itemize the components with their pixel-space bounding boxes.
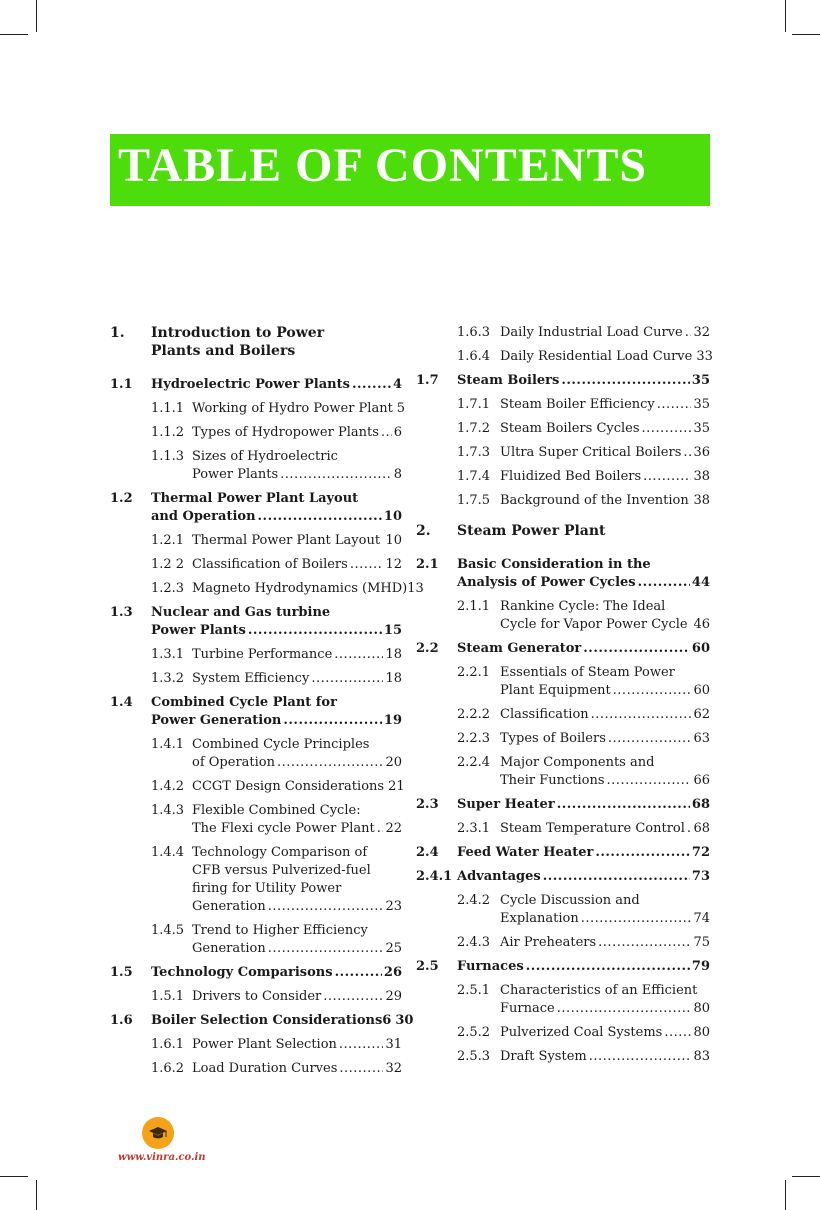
toc-entry-page: 33 [696,349,713,364]
dot-leader [381,426,392,439]
toc-entry-page: 21 [388,779,405,794]
dot-leader [334,648,383,661]
toc-entry[interactable] [110,532,402,550]
toc-entry-title: Fluidized Bed Boilers [500,469,642,484]
toc-entry-number: 1.3.2 [151,671,185,686]
toc-entry[interactable] [110,778,405,796]
toc-entry[interactable] [416,640,710,658]
toc-entry[interactable] [110,376,402,394]
dot-leader [642,422,692,435]
dot-leader [607,774,692,787]
toc-entry-number: 1.5 [110,965,133,980]
toc-entry-title: Background of the Invention [500,493,689,508]
toc-entry-number: 1.4 [110,695,133,710]
toc-entry-title: Explanation [500,911,579,926]
toc-entry-number: 2.5.3 [457,1049,491,1064]
website-url: www.vinra.co.in [118,1152,206,1163]
toc-entry[interactable] [416,372,710,390]
toc-entry-title: Load Duration Curves [192,1061,338,1076]
toc-entry-number: 2.4.1 [416,869,453,884]
crop-mark-bottom-right-v [785,1180,786,1210]
toc-entry-number: 1.1.2 [151,425,185,440]
dot-leader [657,398,692,411]
dot-leader [339,1062,383,1075]
crop-mark-bottom-right-h [792,1176,820,1177]
toc-entry-title: Draft System [500,1049,587,1064]
toc-entry-title: Steam Temperature Control [500,821,685,836]
toc-entry-page: 30 [395,1013,414,1028]
crop-mark-bottom-left-h [0,1176,28,1177]
dot-leader [335,966,382,979]
toc-entry-number: 1.7.1 [457,397,491,412]
toc-entry[interactable] [110,424,402,442]
toc-entry-title: Advantages [457,869,541,884]
toc-entry-title: Their Functions [500,773,605,788]
dot-leader [595,846,690,859]
toc-entry-page: 19 [383,713,402,728]
crop-mark-top-right-h [792,34,820,35]
toc-entry-page: 25 [385,941,402,956]
toc-entry-page: 32 [693,325,710,340]
toc-entry-page: 6 [393,425,402,440]
dot-leader [311,672,383,685]
toc-entry-title: Combined Cycle Plant for [151,695,337,710]
toc-entry-title: Cycle for Vapor Power Cycle [500,617,688,632]
toc-entry-title: Combined Cycle Principles [192,737,370,752]
toc-entry-number: 2.5.2 [457,1025,491,1040]
toc-entry-page: 15 [383,623,402,638]
toc-entry[interactable] [416,730,710,748]
toc-entry[interactable] [416,468,710,486]
toc-entry-number: 1.4.4 [151,845,185,860]
dot-leader [323,990,383,1003]
toc-entry-title: Thermal Power Plant Layout [192,533,381,548]
toc-entry-number: 2.2.1 [457,665,491,680]
toc-entry[interactable] [110,604,402,640]
toc-entry[interactable] [416,664,710,700]
toc-entry-page: 32 [385,1061,402,1076]
toc-entry-number: 2.5.1 [457,983,491,998]
toc-entry-title: Generation [192,899,266,914]
toc-entry[interactable] [416,556,710,592]
toc-entry-title: CCGT Design Considerations [192,779,385,794]
toc-entry-number: 1.7.3 [457,445,491,460]
toc-entry[interactable] [416,754,710,790]
crop-mark-top-left-h [0,34,28,35]
toc-entry-page: 66 [693,773,710,788]
toc-entry-number: 2.3 [416,797,439,812]
toc-entry-number: 1.4.3 [151,803,185,818]
toc-entry-page: 35 [693,421,710,436]
toc-entry-page: 44 [691,575,710,590]
toc-entry[interactable] [416,706,710,724]
toc-entry-page: 35 [693,397,710,412]
toc-entry-title: Feed Water Heater [457,845,594,860]
toc-entry-title: Classification of Boilers [192,557,348,572]
toc-entry-title: firing for Utility Power [192,881,342,896]
toc-entry-number: 1.1.3 [151,449,185,464]
toc-entry-number: 1.2 2 [151,557,185,572]
toc-entry-page: 26 [383,965,402,980]
toc-entry-title: Power Plant Selection [192,1037,337,1052]
toc-entry-page: 4 [392,377,402,392]
toc-left-column [110,324,424,1084]
toc-entry-number: 1.6 [110,1013,133,1028]
toc-entry-number: 1.2.3 [151,581,185,596]
toc-entry-title: Steam Boilers [457,373,560,388]
toc-entry-title: Turbine Performance [192,647,333,662]
toc-entry-number: 1.3 [110,605,133,620]
toc-entry-number: 1.3.1 [151,647,185,662]
toc-entry-title: Types of Boilers [500,731,606,746]
toc-entry-number: 1.6.2 [151,1061,185,1076]
dot-leader [283,714,382,727]
toc-entry-number: 2.1 [416,557,439,572]
toc-entry-number: 2.4.3 [457,935,491,950]
toc-entry-page: 83 [693,1049,710,1064]
toc-entry-title: Nuclear and Gas turbine [151,605,331,620]
toc-entry-number: 1.4.2 [151,779,185,794]
toc-entry-page: 46 [693,617,710,632]
toc-entry[interactable] [110,844,402,916]
toc-entry[interactable] [416,892,710,928]
dot-leader [643,470,691,483]
toc-entry-page: 80 [693,1025,710,1040]
toc-entry-title: Pulverized Coal Systems [500,1025,663,1040]
toc-entry[interactable] [110,556,402,574]
toc-entry-title: Rankine Cycle: The Ideal [500,599,666,614]
toc-entry-page: 79 [691,959,710,974]
toc-entry[interactable] [416,420,710,438]
toc-entry[interactable] [416,1024,710,1042]
toc-entry-page: 12 [385,557,402,572]
dot-leader [339,1038,384,1051]
toc-entry-number: 1.4.1 [151,737,185,752]
dot-leader [248,624,382,637]
toc-entry-title: Air Preheaters [500,935,597,950]
toc-entry-title: of Operation [192,755,275,770]
toc-entry[interactable] [416,868,710,886]
dot-leader [526,960,690,973]
toc-entry[interactable] [110,490,402,526]
toc-entry[interactable] [416,796,710,814]
toc-entry[interactable] [110,1012,414,1030]
toc-entry-page: 20 [385,755,402,770]
dot-leader [598,936,691,949]
dot-leader [352,378,391,391]
toc-entry-title: Power Plants [151,623,246,638]
toc-entry-title: Essentials of Steam Power [500,665,675,680]
dot-leader [608,732,692,745]
toc-entry-page: 35 [691,373,710,388]
toc-entry-title: System Efficiency [192,671,310,686]
toc-entry-page: 74 [693,911,710,926]
toc-entry-title: Boiler Selection Considerations6 [151,1013,392,1028]
toc-entry-page: 18 [385,671,402,686]
toc-entry-number: 2.3.1 [457,821,491,836]
toc-entry-title: Ultra Super Critical Boilers [500,445,682,460]
toc-entry[interactable] [416,598,710,634]
toc-entry[interactable] [110,400,406,418]
toc-entry-number: 1.1 [110,377,133,392]
toc-entry-title: Daily Industrial Load Curve [500,325,683,340]
dot-leader [691,494,692,507]
toc-entry-number: 2. [416,523,431,539]
toc-entry-page: 38 [693,469,710,484]
dot-leader [591,708,692,721]
dot-leader [557,1002,692,1015]
toc-entry-title: Sizes of Hydroelectric [192,449,338,464]
toc-entry-title: Thermal Power Plant Layout [151,491,359,506]
toc-entry-title: Types of Hydropower Plants [192,425,379,440]
toc-entry[interactable] [110,736,402,772]
toc-entry-page: 68 [693,821,710,836]
dot-leader [690,618,692,631]
toc-entry[interactable] [110,1036,402,1054]
toc-entry[interactable] [110,580,424,598]
toc-entry[interactable] [110,448,402,484]
toc-entry-number: 1.2.1 [151,533,185,548]
toc-entry[interactable] [110,694,402,730]
page-title: TABLE OF CONTENTS [118,139,648,192]
toc-entry-number: 1.7 [416,373,439,388]
toc-entry-title: The Flexi cycle Power Plant [192,821,375,836]
toc-entry-page: 31 [385,1037,402,1052]
toc-entry-title: Introduction to Power [151,325,325,341]
toc-entry-number: 1.7.5 [457,493,491,508]
toc-entry[interactable] [416,1048,710,1066]
graduation-cap-icon [148,1125,168,1141]
toc-entry-page: 60 [691,641,710,656]
toc-entry-title: Trend to Higher Efficiency [192,923,368,938]
dot-leader [268,942,384,955]
dot-leader [561,374,690,387]
toc-entry-title: Plant Equipment [500,683,611,698]
dot-leader [377,822,384,835]
toc-entry-number: 2.1.1 [457,599,491,614]
toc-entry-page: 60 [693,683,710,698]
toc-entry-number: 2.2.2 [457,707,491,722]
toc-entry[interactable] [416,820,710,838]
toc-entry[interactable] [110,802,402,838]
dot-leader [685,326,692,339]
toc-entry-title: Steam Generator [457,641,582,656]
toc-entry-title: Hydroelectric Power Plants [151,377,350,392]
toc-entry-title: Power Plants [192,467,279,482]
dot-leader [280,468,392,481]
title-banner [110,134,710,206]
toc-entry-number: 1.6.1 [151,1037,185,1052]
toc-entry-title: Plants and Boilers [151,343,296,359]
toc-entry-page: 62 [693,707,710,722]
toc-entry[interactable] [110,922,402,958]
dot-leader [581,912,692,925]
dot-leader [613,684,692,697]
toc-entry-title: Analysis of Power Cycles [457,575,636,590]
toc-entry-number: 1.7.2 [457,421,491,436]
toc-entry-title: Magneto Hydrodynamics (MHD)13 [192,581,424,596]
toc-entry-page: 8 [393,467,402,482]
toc-entry[interactable] [416,844,710,862]
toc-entry-number: 1.2 [110,491,133,506]
toc-entry-page: 18 [385,647,402,662]
dot-leader [583,642,690,655]
toc-entry-number: 1.6.3 [457,325,491,340]
toc-entry-title: Daily Residential Load Curve [500,349,693,364]
toc-entry-title: Cycle Discussion and [500,893,640,908]
dot-leader [268,900,384,913]
toc-entry-number: 2.2 [416,641,439,656]
toc-entry[interactable] [110,324,402,360]
toc-entry[interactable] [110,670,402,688]
dot-leader [543,870,690,883]
crop-mark-top-left-v [36,0,37,32]
toc-entry-title: Working of Hydro Power Plant [192,401,393,416]
toc-entry-title: Technology Comparisons [151,965,333,980]
toc-entry-page: 72 [691,845,710,860]
toc-entry-number: 2.5 [416,959,439,974]
toc-right-column [416,324,713,1072]
toc-entry-title: Characteristics of an Efficient [500,983,698,998]
toc-entry-number: 2.4 [416,845,439,860]
toc-entry[interactable] [110,988,402,1006]
toc-entry-number: 1.1.1 [151,401,185,416]
dot-leader [350,558,384,571]
crop-mark-top-right-v [785,0,786,32]
publisher-logo [142,1117,174,1149]
toc-entry-number: 2.4.2 [457,893,491,908]
toc-entry[interactable] [416,934,710,952]
toc-entry-title: Furnaces [457,959,524,974]
dot-leader [557,798,690,811]
dot-leader [664,1026,691,1039]
toc-entry-page: 73 [691,869,710,884]
toc-entry-title: Generation [192,941,266,956]
toc-entry-page: 68 [691,797,710,812]
dot-leader [687,822,692,835]
toc-entry[interactable] [110,964,402,982]
toc-entry-page: 10 [385,533,402,548]
toc-entry[interactable] [416,958,710,976]
dot-leader [382,534,383,547]
toc-entry[interactable] [416,396,710,414]
toc-entry-page: 80 [693,1001,710,1016]
dot-leader [258,510,382,523]
toc-entry-title: Major Components and [500,755,655,770]
toc-entry-number: 1.5.1 [151,989,185,1004]
toc-entry-page: 29 [385,989,402,1004]
toc-entry[interactable] [110,646,402,664]
toc-entry-title: Steam Boilers Cycles [500,421,640,436]
dot-leader [277,756,383,769]
toc-entry[interactable] [416,348,713,366]
toc-entry-page: 36 [693,445,710,460]
toc-entry-number: 2.2.3 [457,731,491,746]
toc-entry-title: Power Generation [151,713,282,728]
toc-entry-number: 1. [110,325,125,341]
toc-entry-title: Super Heater [457,797,555,812]
toc-entry-number: 1.6.4 [457,349,491,364]
toc-entry-title: Basic Consideration in the [457,557,651,572]
toc-entry-title: Steam Power Plant [457,523,606,539]
toc-entry-title: and Operation [151,509,256,524]
toc-entry-page: 10 [383,509,402,524]
toc-entry-title: Flexible Combined Cycle: [192,803,361,818]
toc-entry-page: 23 [385,899,402,914]
dot-leader [638,576,690,589]
toc-entry[interactable] [416,324,710,342]
toc-entry-title: CFB versus Pulverized-fuel [192,863,371,878]
toc-entry-page: 38 [693,493,710,508]
toc-entry[interactable] [416,444,710,462]
toc-entry-number: 1.4.5 [151,923,185,938]
toc-entry-title: Steam Boiler Efficiency [500,397,655,412]
dot-leader [589,1050,692,1063]
toc-entry-number: 1.7.4 [457,469,491,484]
toc-entry[interactable] [110,1060,402,1078]
toc-entry-title: Classification [500,707,589,722]
toc-entry-page: 5 [396,401,406,416]
toc-entry[interactable] [416,522,710,540]
crop-mark-bottom-left-v [36,1180,37,1210]
toc-entry-page: 75 [693,935,710,950]
toc-entry-number: 2.2.4 [457,755,491,770]
toc-entry[interactable] [416,492,710,510]
dot-leader [683,446,691,459]
toc-entry-title: Furnace [500,1001,555,1016]
toc-entry-page: 63 [693,731,710,746]
toc-entry-title: Technology Comparison of [192,845,368,860]
toc-entry-title: Drivers to Consider [192,989,322,1004]
toc-entry-page: 22 [385,821,402,836]
toc-entry[interactable] [416,982,710,1018]
